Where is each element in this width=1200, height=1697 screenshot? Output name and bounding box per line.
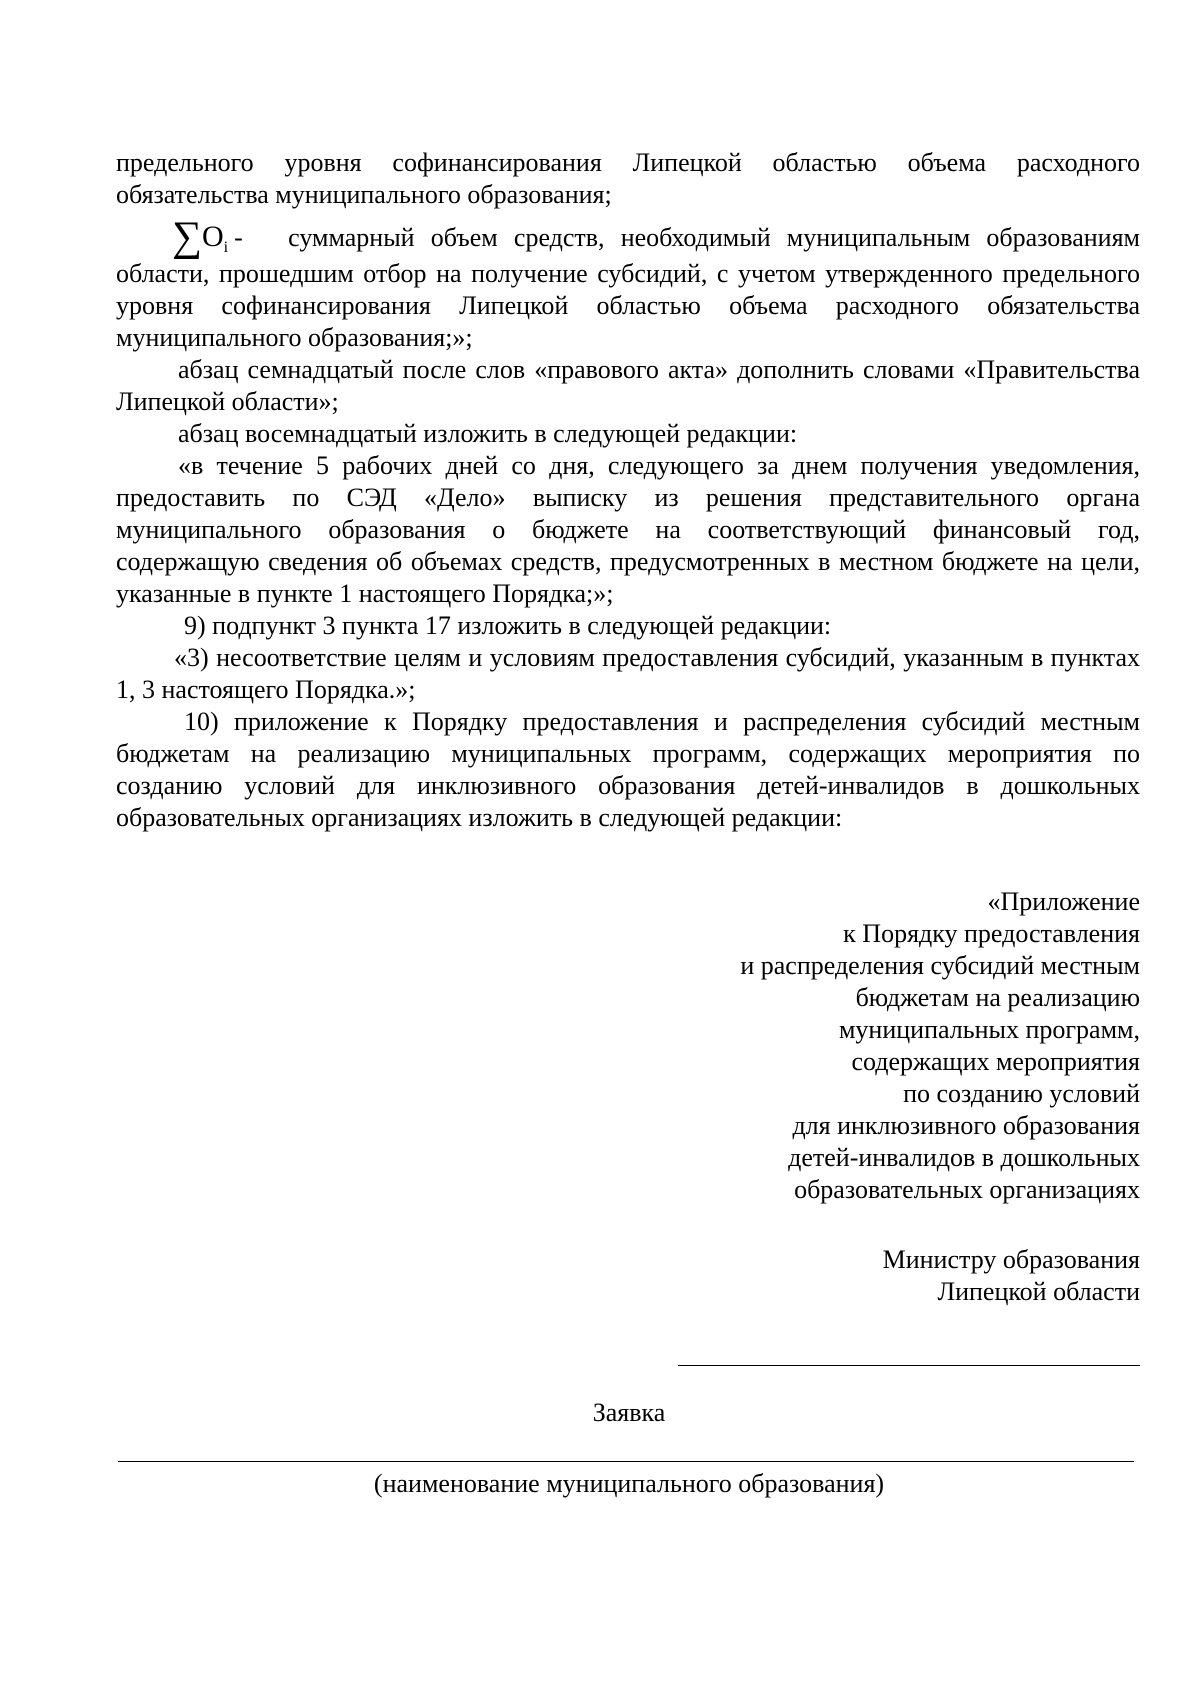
- formula-variable: O: [201, 220, 224, 253]
- appendix-line: образовательных организациях: [794, 1175, 1140, 1204]
- request-title: Заявка: [592, 1398, 666, 1427]
- paragraph-item-9: 9) подпункт 3 пункта 17 изложить в следующей редакции:: [184, 611, 832, 640]
- addressee-line: Липецкой области: [937, 1277, 1140, 1306]
- paragraph-abzac-17: абзац семнадцатый после слов «правового акта» дополнить словами «Правительства Липецкой области»;: [116, 355, 1140, 416]
- paragraph-abzac-18: абзац восемнадцатый изложить в следующей редакции:: [178, 419, 798, 448]
- appendix-line: по созданию условий: [903, 1079, 1140, 1108]
- paragraph-notification: «в течение 5 рабочих дней со дня, следующего за днем получения уведомления, предоставить по СЭД «Дело» выписку из решения представительного органа муниципального образования о бюджете на соответствующий финансовый год, содержащую сведения об объемах средств, предусмотренных в местном бюджете на цели, указанные в пункте 1 настоящего Порядка;»;: [116, 451, 1140, 608]
- appendix-line: содержащих мероприятия: [851, 1047, 1140, 1076]
- paragraph-item-3: «3) несоответствие целям и условиям предоставления субсидий, указанным в пунктах 1, 3 настоящего Порядка.»;: [116, 643, 1140, 704]
- appendix-line: «Приложение: [987, 887, 1140, 916]
- paragraph-cofinancing-level: предельного уровня софинансирования Липецкой областью объема расходного обязательства муниципального образования;: [116, 148, 1140, 209]
- appendix-line: для инклюзивного образования: [792, 1111, 1140, 1140]
- addressee-line: Министру образования: [882, 1245, 1140, 1274]
- municipality-name-line: [118, 1461, 1134, 1462]
- addressee-block: [540, 1244, 1140, 1308]
- formula-dash: -: [234, 223, 243, 252]
- appendix-header: [540, 886, 1140, 1206]
- sigma-symbol: ∑: [172, 214, 202, 260]
- sum-formula: [172, 214, 272, 260]
- formula-subscript: i: [223, 239, 229, 256]
- total-volume-text: суммарный объем средств, необходимый муниципальным образованиям области, прошедшим отбор на получение субсидий, с учетом утвержденного предельного уровня софинансирования Липецкой областью объема расходного обязательства муниципального образования;»;: [116, 223, 1140, 352]
- paragraph-item-10: 10) приложение к Порядку предоставления и распределения субсидий местным бюджетам на реализацию муниципальных программ, содержащих мероприятия по созданию условий для инклюзивного образования детей-инвалидов в дошкольных образовательных организациях изложить в следующей редакции:: [116, 707, 1140, 832]
- appendix-line: бюджетам на реализацию: [855, 983, 1140, 1012]
- appendix-line: и распределения субсидий местным: [740, 951, 1140, 980]
- paragraph-total-volume: [116, 214, 1140, 354]
- appendix-line: к Порядку предоставления: [843, 919, 1140, 948]
- appendix-line: детей-инвалидов в дошкольных: [788, 1143, 1140, 1172]
- appendix-line: муниципальных программ,: [838, 1015, 1140, 1044]
- addressee-signature-line: [678, 1365, 1140, 1366]
- municipality-caption: (наименование муниципального образования): [373, 1469, 885, 1498]
- document-body: [116, 147, 1140, 834]
